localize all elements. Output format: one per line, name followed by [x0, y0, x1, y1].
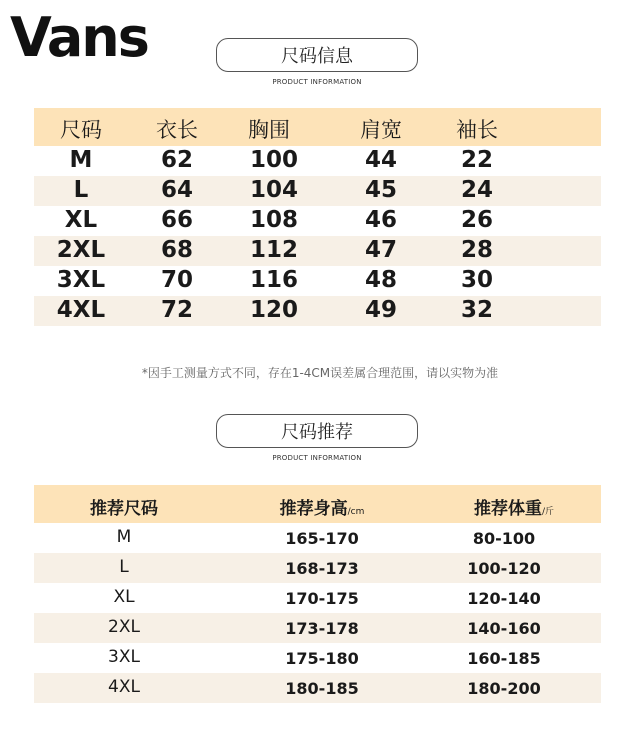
cell-sleeve: 32 — [460, 297, 493, 323]
cell-chest: 120 — [249, 297, 298, 323]
table-header-row — [34, 108, 601, 146]
table-row — [34, 583, 601, 613]
table-header-row — [34, 485, 601, 523]
cell-weight: 140-160 — [467, 619, 541, 638]
header-length: 衣长 — [156, 118, 198, 142]
table-row — [34, 236, 601, 266]
header-recommended-size: 推荐尺码 — [90, 499, 158, 519]
cell-size: 3XL — [108, 647, 140, 667]
cell-height: 168-173 — [285, 559, 359, 578]
cell-shoulder: 49 — [364, 297, 397, 323]
header-sleeve: 袖长 — [456, 118, 498, 142]
table-row — [34, 266, 601, 296]
cell-size: XL — [113, 587, 135, 607]
cell-size: M — [69, 147, 93, 173]
brand-logo: Vans — [10, 6, 148, 69]
table-row — [34, 643, 601, 673]
cell-chest: 104 — [249, 177, 298, 203]
cell-weight: 180-200 — [467, 679, 541, 698]
cell-height: 180-185 — [285, 679, 359, 698]
header-shoulder: 肩宽 — [360, 118, 402, 142]
cell-length: 66 — [160, 207, 193, 233]
cell-sleeve: 26 — [460, 207, 493, 233]
cell-length: 64 — [160, 177, 193, 203]
header-recommended-weight — [444, 494, 584, 519]
cell-sleeve: 22 — [460, 147, 493, 173]
table-row — [34, 553, 601, 583]
cell-shoulder: 47 — [364, 237, 397, 263]
table-row — [34, 673, 601, 703]
header-weight-label: 推荐体重 — [473, 499, 542, 519]
table-row — [34, 296, 601, 326]
cell-size: L — [119, 557, 129, 577]
section-subtitle: PRODUCT INFORMATION — [272, 454, 362, 462]
cell-size: 3XL — [56, 267, 106, 293]
table-row — [34, 176, 601, 206]
cell-length: 72 — [160, 297, 193, 323]
cell-height: 165-170 — [285, 529, 359, 548]
cell-length: 70 — [160, 267, 193, 293]
header-chest: 胸围 — [248, 118, 290, 142]
cell-size: 2XL — [108, 617, 140, 637]
cell-size: XL — [64, 207, 98, 233]
section-title-size-recommendation: 尺码推荐 — [216, 414, 418, 448]
header-weight-unit: /斤 — [541, 507, 555, 517]
table-row — [34, 523, 601, 553]
header-height-unit: /cm — [347, 507, 365, 517]
table-row — [34, 613, 601, 643]
cell-chest: 112 — [249, 237, 298, 263]
cell-height: 175-180 — [285, 649, 359, 668]
cell-size: L — [73, 177, 89, 203]
cell-size: M — [116, 527, 132, 547]
table-row — [34, 206, 601, 236]
table-row — [34, 146, 601, 176]
cell-shoulder: 44 — [364, 147, 397, 173]
measurement-note: *因手工测量方式不同，存在1-4CM误差属合理范围，请以实物为准 — [141, 366, 499, 380]
section-subtitle: PRODUCT INFORMATION — [272, 78, 362, 86]
cell-sleeve: 28 — [460, 237, 493, 263]
cell-sleeve: 30 — [460, 267, 493, 293]
cell-shoulder: 45 — [364, 177, 397, 203]
cell-chest: 108 — [249, 207, 298, 233]
cell-length: 62 — [160, 147, 193, 173]
cell-chest: 116 — [249, 267, 298, 293]
header-height-label: 推荐身高 — [279, 499, 348, 519]
cell-weight: 100-120 — [467, 559, 541, 578]
cell-size: 4XL — [56, 297, 106, 323]
cell-shoulder: 48 — [364, 267, 397, 293]
cell-weight: 160-185 — [467, 649, 541, 668]
cell-shoulder: 46 — [364, 207, 397, 233]
cell-size: 4XL — [108, 677, 140, 697]
cell-weight: 80-100 — [472, 529, 536, 548]
cell-size: 2XL — [56, 237, 106, 263]
cell-chest: 100 — [249, 147, 298, 173]
header-recommended-height — [252, 494, 392, 519]
header-size: 尺码 — [60, 118, 102, 142]
cell-height: 170-175 — [285, 589, 359, 608]
cell-height: 173-178 — [285, 619, 359, 638]
cell-weight: 120-140 — [467, 589, 541, 608]
section-title-size-info: 尺码信息 — [216, 38, 418, 72]
cell-sleeve: 24 — [460, 177, 493, 203]
cell-length: 68 — [160, 237, 193, 263]
